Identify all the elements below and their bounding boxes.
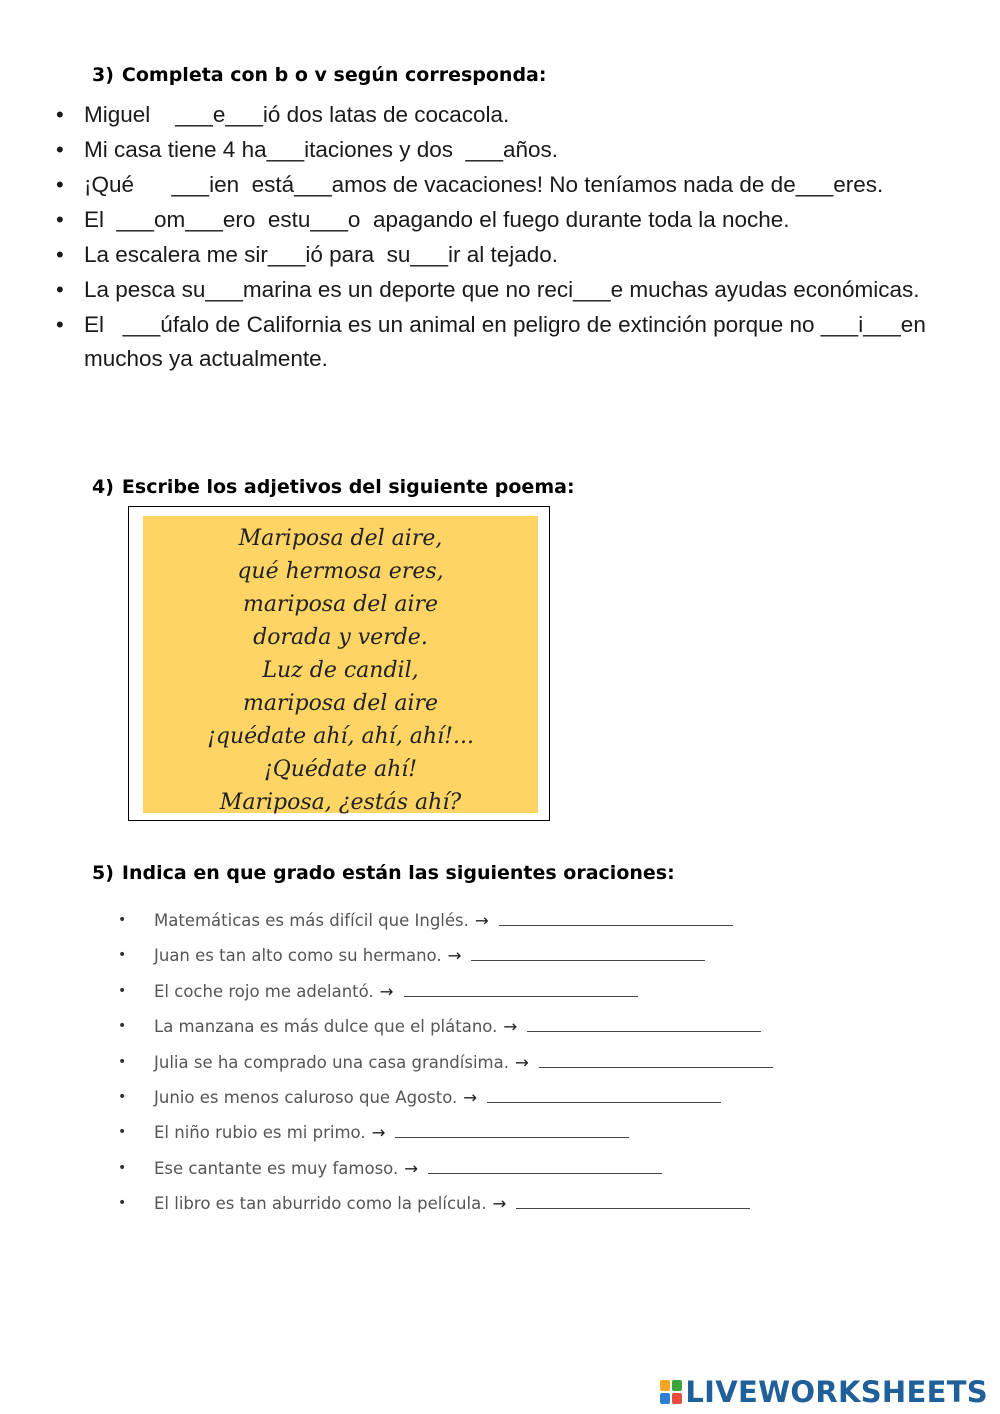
arrow-icon: → [492, 1194, 507, 1214]
poem-line: Luz de candil, [262, 658, 419, 683]
poem-line: ¡quédate ahí, ahí, ahí!... [207, 724, 474, 749]
list-item [118, 1151, 878, 1186]
liveworksheets-logo-icon [660, 1380, 682, 1404]
list-item: • Mi casa tiene 4 ha___itaciones y dos ___años. [56, 133, 936, 167]
arrow-icon: → [503, 1017, 518, 1037]
arrow-icon: → [371, 1123, 386, 1143]
section-4-heading [92, 476, 575, 498]
list-item: • La pesca su___marina es un deporte que no reci___e muchas ayudas económicas. [56, 273, 936, 307]
answer-blank[interactable] [428, 1155, 662, 1174]
section-3-heading [92, 64, 546, 86]
list-item [118, 974, 878, 1009]
list-item: • El ___úfalo de California es un animal en peligro de extinción porque no ___i___en muchos ya actualmente. [56, 308, 936, 376]
poem-line: dorada y verde. [253, 625, 428, 650]
sentence-text: Junio es menos caluroso que Agosto. [154, 1087, 458, 1107]
liveworksheets-logo[interactable] [660, 1375, 988, 1409]
arrow-icon: → [447, 946, 462, 966]
logo-text: LIVEWORKSHEETS [685, 1375, 988, 1409]
section-5-list [118, 903, 878, 1222]
list-item [118, 1186, 878, 1221]
list-item: • ¡Qué ___ien está___amos de vacaciones! No teníamos nada de de___eres. [56, 168, 936, 202]
list-item [118, 1045, 878, 1080]
arrow-icon: → [514, 1052, 529, 1072]
sentence-text: Ese cantante es muy famoso. [154, 1158, 399, 1178]
answer-blank[interactable] [527, 1013, 761, 1032]
answer-blank[interactable] [499, 907, 733, 926]
section-5-heading [92, 862, 675, 884]
list-item [118, 938, 878, 973]
answer-blank[interactable] [487, 1084, 721, 1103]
answer-blank[interactable] [404, 978, 638, 997]
section-3-title: Completa con b o v según corresponda: [121, 64, 547, 86]
list-item [118, 1080, 878, 1115]
list-item: • Miguel ___e___ió dos latas de cocacola. [56, 98, 936, 132]
logo-square-icon [660, 1380, 670, 1391]
arrow-icon: → [463, 1087, 478, 1107]
list-item: • El ___om___ero estu___o apagando el fuego durante toda la noche. [56, 203, 936, 237]
section-3-list [56, 98, 936, 376]
logo-square-icon [660, 1393, 670, 1404]
section-3-number: 3) [92, 64, 114, 86]
sentence-text: Juan es tan alto como su hermano. [154, 946, 442, 966]
sentence-text: La manzana es más dulce que el plátano. [154, 1017, 498, 1037]
section-4-number: 4) [92, 476, 114, 498]
poem-card [143, 516, 538, 813]
poem-line: ¡Quédate ahí! [263, 757, 418, 782]
logo-square-icon [672, 1380, 682, 1391]
poem-line: mariposa del aire [242, 592, 439, 617]
poem-line: Mariposa del aire, [238, 526, 443, 551]
arrow-icon: → [474, 911, 489, 930]
list-item [118, 903, 878, 938]
logo-square-icon [672, 1393, 682, 1404]
list-item: • La escalera me sir___ió para su___ir al tejado. [56, 238, 936, 272]
section-5-number: 5) [92, 862, 114, 884]
sentence-text: El coche rojo me adelantó. [154, 981, 374, 1001]
list-item [118, 1115, 878, 1150]
list-item [118, 1009, 878, 1044]
poem-frame [128, 506, 550, 821]
sentence-text: Matemáticas es más difícil que Inglés. [154, 911, 469, 930]
sentence-text: Julia se ha comprado una casa grandísima. [154, 1052, 509, 1072]
poem-line: mariposa del aire [242, 691, 439, 716]
answer-blank[interactable] [395, 1119, 629, 1138]
answer-blank[interactable] [516, 1190, 750, 1209]
answer-blank[interactable] [471, 942, 705, 961]
sentence-text: El niño rubio es mi primo. [154, 1123, 366, 1143]
answer-blank[interactable] [539, 1049, 773, 1068]
section-5-title: Indica en que grado están las siguientes oraciones: [121, 862, 675, 884]
poem-line: qué hermosa eres, [237, 559, 444, 584]
sentence-text: El libro es tan aburrido como la película. [154, 1194, 487, 1214]
poem-line: Mariposa, ¿estás ahí? [219, 790, 462, 815]
arrow-icon: → [379, 981, 394, 1001]
arrow-icon: → [404, 1158, 419, 1178]
section-4-title: Escribe los adjetivos del siguiente poema: [121, 476, 575, 498]
